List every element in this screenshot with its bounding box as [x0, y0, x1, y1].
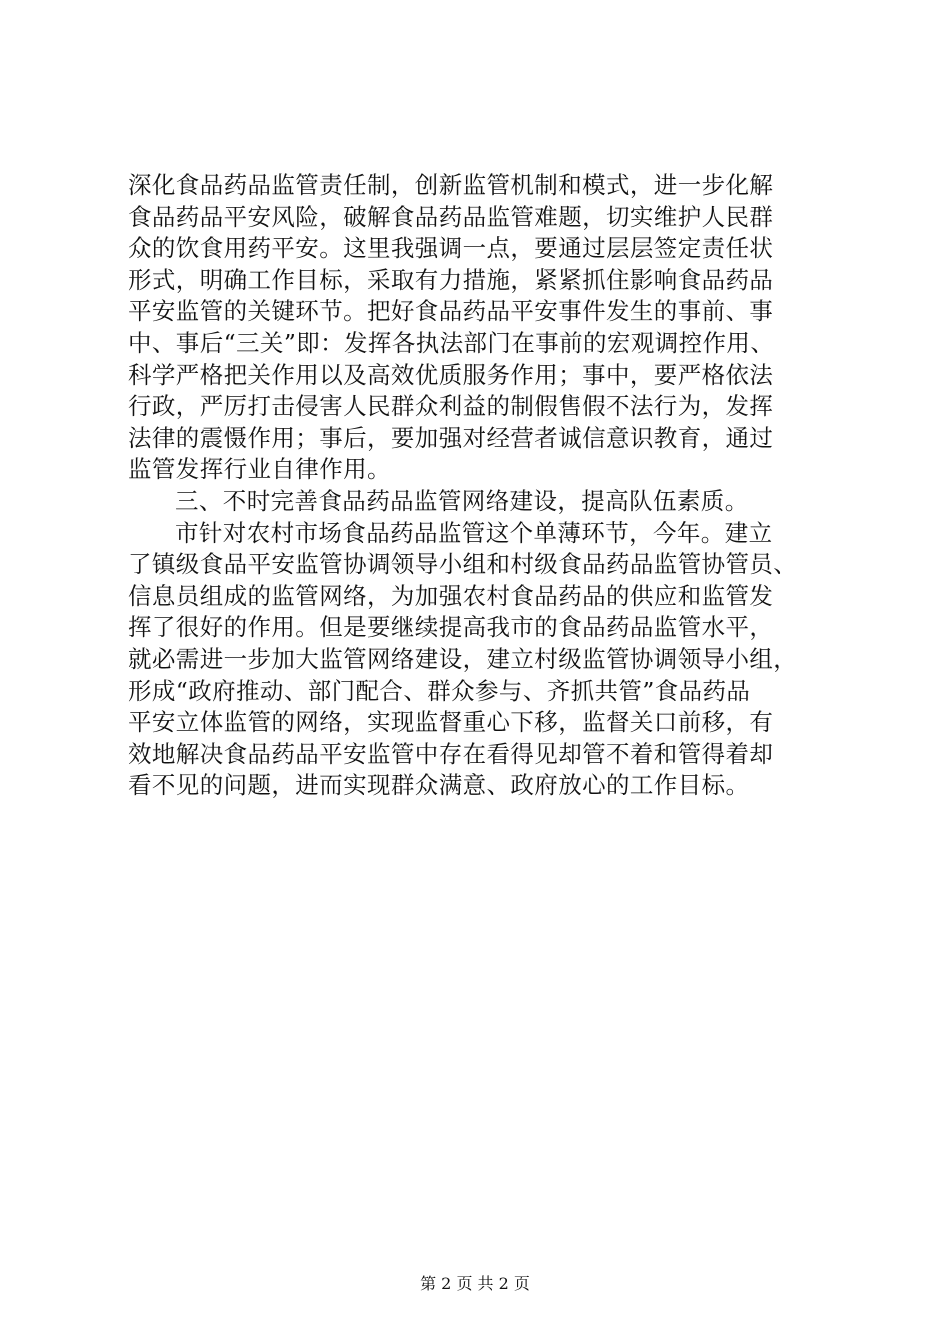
text-line: 挥了很好的作用。但是要继续提高我市的食品药品监管水平， — [128, 613, 774, 642]
page-number-footer: 第 2 页 共 2 页 — [420, 1274, 530, 1293]
text-line: 食品药品平安风险，破解食品药品监管难题，切实维护人民群 — [128, 202, 774, 231]
text-line: 科学严格把关作用以及高效优质服务作用；事中，要严格依法 — [128, 360, 774, 389]
text-line: 监管发挥行业自律作用。 — [128, 455, 391, 484]
text-line: 众的饮食用药平安。这里我强调一点，要通过层层签定责任状 — [128, 234, 774, 263]
text-line: 形成“政府推动、部门配合、群众参与、齐抓共管”食品药品 — [128, 676, 751, 705]
text-line: 深化食品药品监管责任制，创新监管机制和模式，进一步化解 — [128, 171, 774, 199]
text-line: 信息员组成的监管网络，为加强农村食品药品的供应和监管发 — [128, 581, 774, 610]
text-line: 平安立体监管的网络，实现监督重心下移，监督关口前移，有 — [128, 708, 774, 737]
text-line: 了镇级食品平安监管协调领导小组和村级食品药品监管协管员、 — [128, 550, 798, 579]
text-line: 平安监管的关键环节。把好食品药品平安事件发生的事前、事 — [128, 297, 774, 326]
section-heading: 三、不时完善食品药品监管网络建设，提高队伍素质。 — [175, 486, 749, 515]
text-line: 中、事后“三关”即：发挥各执法部门在事前的宏观调控作用、 — [128, 328, 775, 357]
text-line: 行政，严厉打击侵害人民群众利益的制假售假不法行为，发挥 — [128, 392, 774, 421]
text-line: 就必需进一步加大监管网络建设，建立村级监管协调领导小组， — [128, 644, 798, 673]
text-line: 形式，明确工作目标，采取有力措施，紧紧抓住影响食品药品 — [128, 265, 774, 294]
text-line: 看不见的问题，进而实现群众满意、政府放心的工作目标。 — [128, 771, 750, 800]
text-line: 市针对农村市场食品药品监管这个单薄环节，今年。建立 — [175, 518, 773, 547]
text-line: 效地解决食品药品平安监管中存在看得见却管不着和管得着却 — [128, 739, 774, 768]
document-body — [128, 170, 828, 802]
text-line: 法律的震慑作用；事后，要加强对经营者诚信意识教育，通过 — [128, 423, 774, 452]
